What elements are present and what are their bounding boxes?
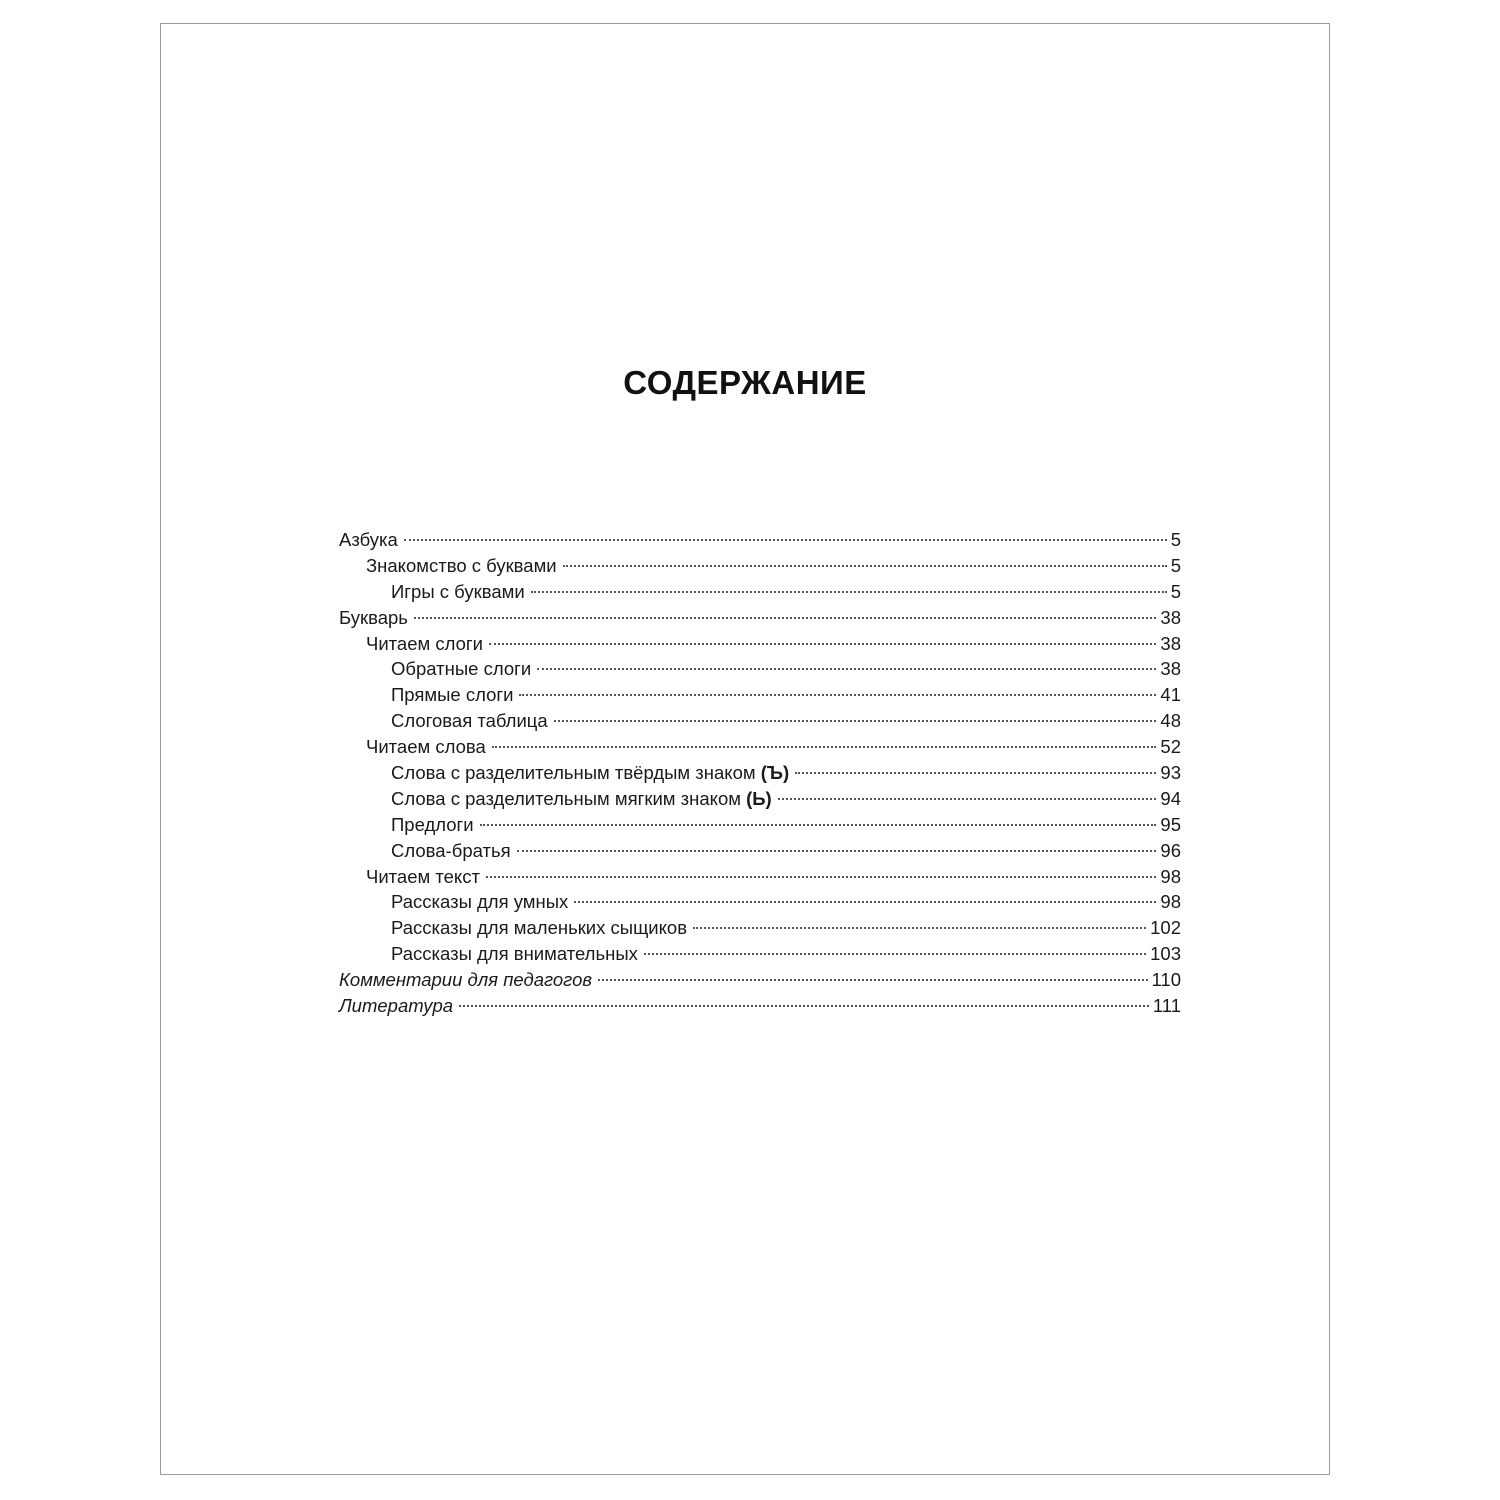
toc-entry-text: Знакомство с буквами xyxy=(366,554,557,576)
toc-dot-leader xyxy=(537,668,1156,670)
toc-dot-leader xyxy=(531,591,1167,593)
table-of-contents xyxy=(339,527,1181,1019)
toc-entry-text: Слоговая таблица xyxy=(391,710,548,732)
toc-entry-label xyxy=(391,760,789,786)
toc-dot-leader xyxy=(795,772,1156,774)
toc-page-number: 103 xyxy=(1150,943,1181,965)
toc-entry-label xyxy=(391,579,525,605)
toc-page-number: 111 xyxy=(1152,995,1181,1017)
toc-entry-label xyxy=(339,605,408,631)
toc-dot-leader xyxy=(414,617,1157,619)
toc-entry xyxy=(339,993,1181,1019)
toc-dot-leader xyxy=(480,824,1157,826)
toc-page-number: 41 xyxy=(1160,684,1181,706)
toc-dot-leader xyxy=(563,565,1167,567)
toc-entry-label xyxy=(366,864,480,890)
toc-entry-text: Азбука xyxy=(339,529,398,550)
toc-entry-text: Рассказы для маленьких сыщиков xyxy=(391,917,688,939)
toc-dot-leader xyxy=(489,643,1156,645)
toc-page-number: 52 xyxy=(1160,736,1181,758)
toc-entry-label xyxy=(391,941,638,967)
toc-entry xyxy=(339,734,1181,760)
toc-entry-text: Прямые слоги xyxy=(391,684,514,706)
toc-page-number: 93 xyxy=(1160,762,1181,784)
toc-entry-text: Слова с разделительным мягким знаком xyxy=(391,787,741,809)
toc-entry-label xyxy=(391,708,548,734)
toc-page-number: 94 xyxy=(1160,787,1181,809)
toc-entry-text: Рассказы для умных xyxy=(391,891,569,913)
toc-page-number: 5 xyxy=(1170,554,1181,576)
toc-entry-text: Слова-братья xyxy=(391,839,511,861)
toc-dot-leader xyxy=(517,850,1157,852)
toc-entry-text: Читаем слоги xyxy=(366,632,483,654)
toc-page-number: 38 xyxy=(1160,658,1181,680)
toc-entry-text: Читаем слова xyxy=(366,736,486,758)
toc-dot-leader xyxy=(574,901,1156,903)
toc-entry-text: Комментарии для педагогов xyxy=(339,969,593,991)
toc-entry-label xyxy=(366,631,483,657)
toc-entry-label xyxy=(339,967,592,993)
page-title: СОДЕРЖАНИЕ xyxy=(623,364,867,401)
toc-entry xyxy=(339,760,1181,786)
toc-dot-leader xyxy=(778,798,1157,800)
book-page xyxy=(160,23,1330,1475)
toc-page-number: 48 xyxy=(1160,710,1181,732)
toc-entry-text: Литература xyxy=(339,995,454,1017)
toc-entry xyxy=(339,786,1181,812)
toc-page-number: 38 xyxy=(1160,606,1181,628)
toc-entry xyxy=(339,838,1181,864)
toc-entry xyxy=(339,967,1181,993)
toc-dot-leader xyxy=(459,1005,1149,1007)
toc-dot-leader xyxy=(644,953,1146,955)
toc-entry-label xyxy=(339,527,398,553)
toc-entry-label xyxy=(391,812,474,838)
toc-dot-leader xyxy=(598,979,1147,981)
toc-entry xyxy=(339,708,1181,734)
toc-page-number: 5 xyxy=(1170,529,1181,550)
toc-dot-leader xyxy=(492,746,1157,748)
toc-entry xyxy=(339,553,1181,579)
toc-dot-leader xyxy=(693,927,1146,929)
toc-entry xyxy=(339,889,1181,915)
toc-page-number: 5 xyxy=(1170,580,1181,602)
toc-entry xyxy=(339,941,1181,967)
toc-entry xyxy=(339,915,1181,941)
toc-entry xyxy=(339,631,1181,657)
toc-entry-sign: (Ь) xyxy=(746,787,772,809)
toc-dot-leader xyxy=(519,694,1156,696)
toc-entry-label xyxy=(391,786,772,812)
toc-entry-label xyxy=(391,838,511,864)
toc-page-number: 38 xyxy=(1160,632,1181,654)
toc-entry-label xyxy=(391,915,687,941)
toc-entry-text: Обратные слоги xyxy=(391,658,532,680)
toc-entry-label xyxy=(366,553,557,579)
toc-entry xyxy=(339,579,1181,605)
toc-entry-sign: (Ъ) xyxy=(760,762,790,784)
toc-page-number: 98 xyxy=(1160,865,1181,887)
toc-entry-label xyxy=(339,993,453,1019)
toc-page-number: 96 xyxy=(1160,839,1181,861)
toc-entry-text: Читаем текст xyxy=(366,865,480,887)
toc-entry-text: Игры с буквами xyxy=(391,580,525,602)
toc-entry xyxy=(339,864,1181,890)
toc-page-number: 110 xyxy=(1151,969,1181,991)
toc-entry-label xyxy=(366,734,486,760)
toc-entry-text: Слова с разделительным твёрдым знаком xyxy=(391,762,756,784)
toc-entry xyxy=(339,812,1181,838)
toc-entry xyxy=(339,656,1181,682)
toc-entry xyxy=(339,527,1181,553)
toc-page-number: 95 xyxy=(1160,813,1181,835)
toc-entry-label xyxy=(391,889,568,915)
toc-entry-label xyxy=(391,656,531,682)
toc-entry-text: Рассказы для внимательных xyxy=(391,943,638,965)
toc-page-number: 102 xyxy=(1150,917,1181,939)
toc-dot-leader xyxy=(554,720,1157,722)
toc-dot-leader xyxy=(404,539,1167,541)
toc-entry xyxy=(339,605,1181,631)
toc-entry-text: Предлоги xyxy=(391,813,474,835)
toc-entry xyxy=(339,682,1181,708)
toc-entry-label xyxy=(391,682,513,708)
toc-entry-text: Букварь xyxy=(339,606,408,628)
toc-dot-leader xyxy=(486,876,1156,878)
toc-page-number: 98 xyxy=(1160,891,1181,913)
